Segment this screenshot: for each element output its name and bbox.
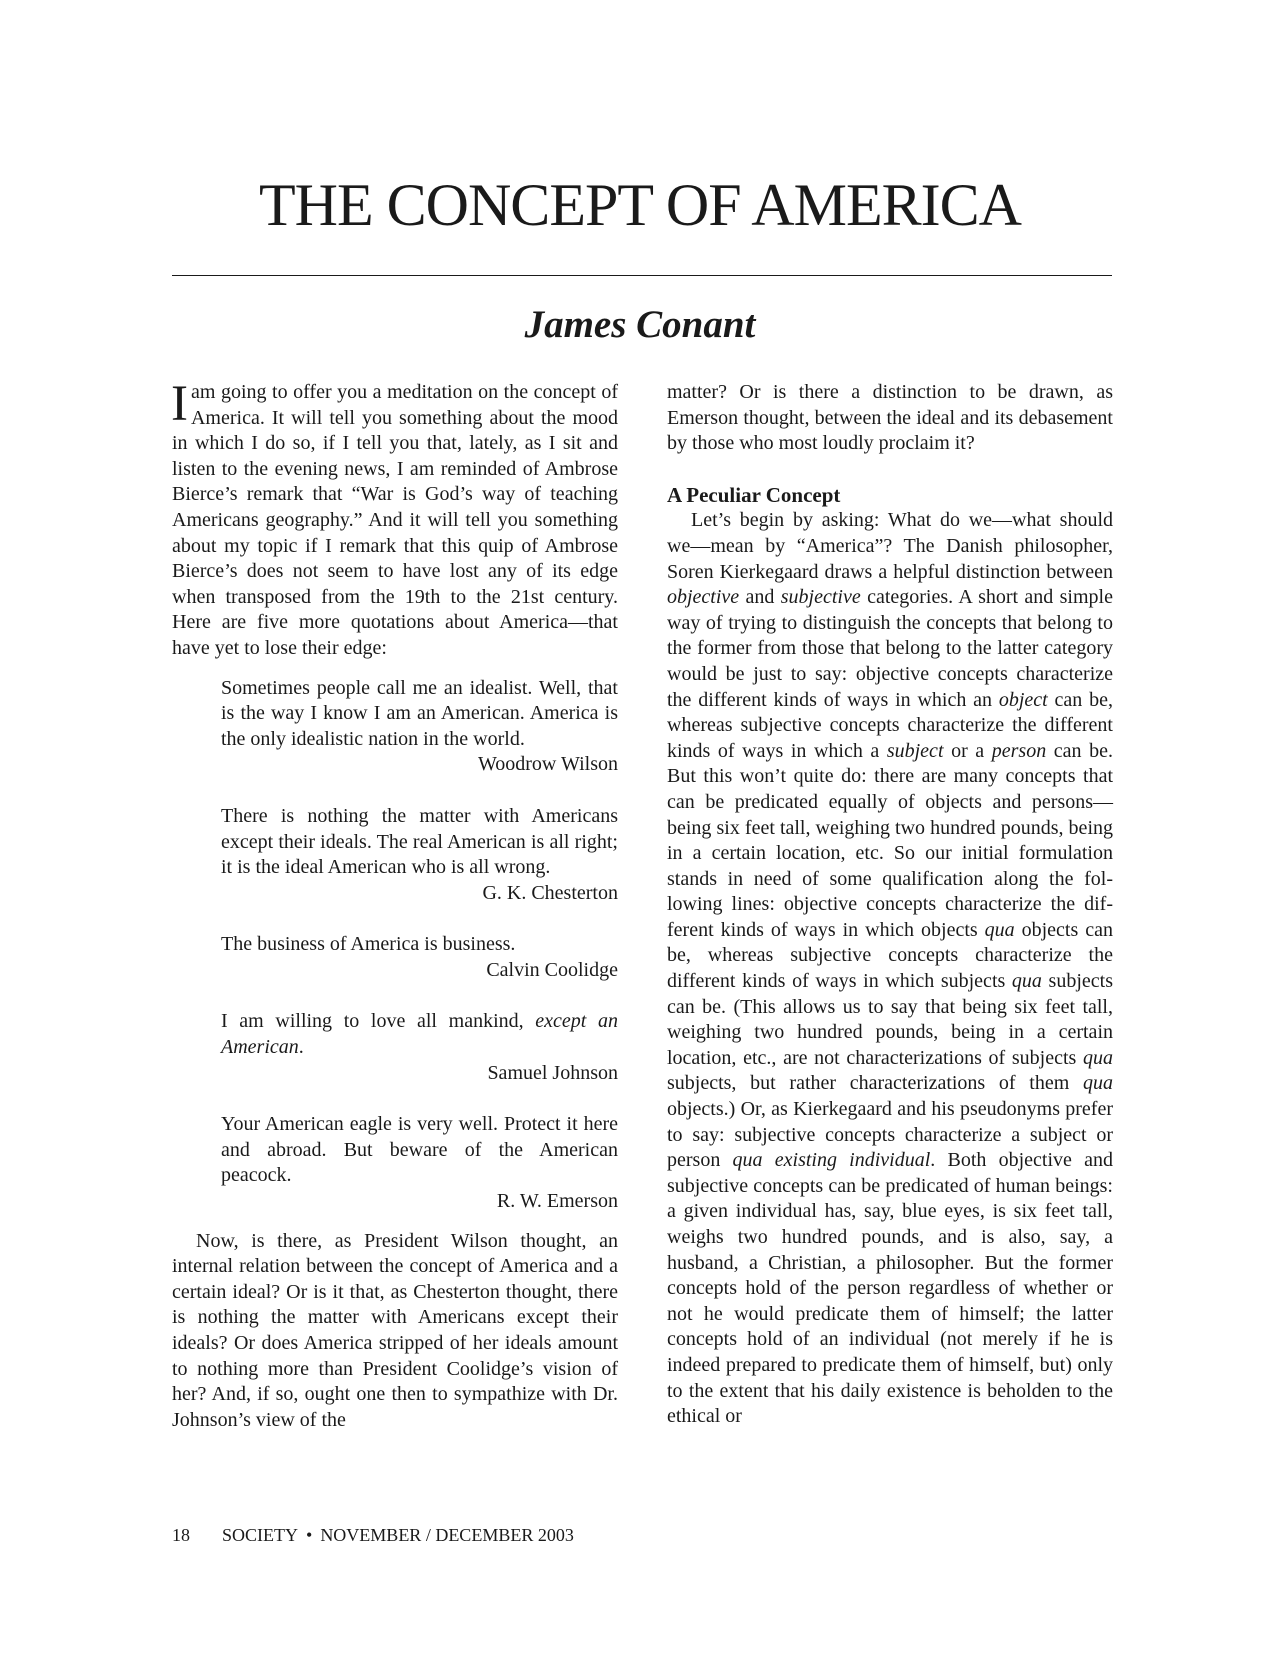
emphasis: qua — [1083, 1046, 1113, 1069]
text-run: subjects can be. (This allows us to say that being six feet tall, weighing two hundred pounds, being in a certain location, etc., are not characterizations of subjects — [667, 970, 1113, 1069]
text-run: . Both objective and subjective concepts can be predicated of human beings: a given individual has, say, blue eyes, is six feet tall, weighs two hundred pounds, and is also, say, a husband, a Christian, a philosopher. But the former concepts hold of the person regardless of whether or not he would predicate them of himself; the latter concepts hold of an individual (not merely if he is indeed prepared to predicate them of himself, but) only to the extent that his daily existence is beholden to the ethical or — [667, 1149, 1114, 1428]
quote-chesterton — [221, 804, 618, 906]
text-run: subjects, but rather characterizations of them — [667, 1072, 1083, 1095]
article-title: THE CONCEPT OF AMERICA — [259, 172, 1021, 238]
emphasis: qua — [1083, 1072, 1113, 1095]
page-number: 18 — [172, 1525, 190, 1545]
emphasis: object — [998, 688, 1048, 711]
page-footer — [172, 1524, 574, 1546]
quote-text-italic: except an American — [221, 1010, 618, 1059]
left-column — [171, 376, 618, 1433]
quote-coolidge — [221, 932, 618, 983]
emphasis: subjective — [780, 586, 861, 609]
quote-attribution: R. W. Emerson — [496, 1190, 618, 1213]
issue-date: NOVEMBER / DECEMBER 2003 — [320, 1525, 574, 1545]
quote-text: The business of America is business. — [221, 933, 516, 956]
quote-text: Your American eagle is very well. Protect it here and abroad. But beware of the American peacock. — [221, 1113, 618, 1187]
drop-cap: I — [171, 376, 188, 432]
emphasis: qua existing individual — [732, 1149, 931, 1172]
text-run: can be, whereas subjective concepts characterize the different kinds of ways in which a — [667, 688, 1113, 762]
text-run: objects can be, whereas subjective concepts characterize the different kinds of ways in which subjects — [667, 918, 1113, 993]
quote-emerson — [221, 1112, 618, 1214]
intro-paragraph — [171, 376, 618, 662]
article-author: James Conant — [524, 303, 756, 346]
quote-attribution: Calvin Coolidge — [486, 958, 618, 981]
bullet-separator: • — [306, 1525, 313, 1545]
body-paragraph — [667, 508, 1113, 1429]
emphasis: objective — [667, 586, 740, 609]
quote-wilson — [221, 676, 618, 778]
text-run: or a — [943, 739, 992, 762]
right-column — [667, 380, 1113, 1430]
text-run: categories. A short and simple way of trying to distinguish the concepts that belong to the former from those that belong to the latter category would be just to say: objective concepts characterize the different kinds of ways in which an — [667, 586, 1113, 711]
continuation-paragraph: matter? Or is there a distinction to be drawn, as Emerson thought, between the ideal and its debasement by those who most loudly proclaim it? — [667, 381, 1113, 455]
title-rule — [172, 275, 1112, 276]
quote-attribution: Samuel Johnson — [487, 1061, 618, 1084]
text-run: Let’s begin by asking: What do we—what should we—mean by “America”? The Danish philosopher, Soren Kierkegaard draws a helpful distinction between — [667, 509, 1113, 583]
journal-name: SOCIETY — [222, 1525, 298, 1545]
quote-attribution: G. K. Chesterton — [482, 881, 618, 904]
quote-text-plain: I am willing to love all mankind, — [221, 1010, 536, 1033]
emphasis: subject — [886, 739, 944, 762]
text-run: can be. But this won’t quite do: there are many concepts that can be predicated equally of objects and persons—being six feet tall, weighing two hundred pounds, being in a certain location, etc. So our initial formulation stands in need of some qualification along the following lines: objective concepts characterize the different kinds of ways in which objects — [667, 739, 1113, 941]
text-run: and — [739, 586, 781, 609]
emphasis: qua — [984, 918, 1015, 941]
intro-text: am going to offer you a meditation on the concept of America. It will tell you something about the mood in which I do so, if I tell you that, lately, as I sit and listen to the evening news, I am reminded of Ambrose Bierce’s remark that “War is God’s way of teaching Americans geography.” And it will tell you something about my topic if I remark that this quip of Ambrose Bierce’s does not seem to have lost any of its edge when transposed from the 19th to the 21st century. Here are five more quotations about America—that have yet to lose their edge: — [172, 381, 618, 659]
closing-paragraph: Now, is there, as President Wilson thought, an internal relation between the concept of America and a certain ideal? Or is it that, as Chesterton thought, there is nothing the matter with Americans except their ideals? Or does America stripped of her ideals amount to nothing more than President Coolidge’s vision of her? And, if so, ought one then to sympathize with Dr. Johnson’s view of the — [172, 1229, 618, 1431]
quote-text: Sometimes people call me an idealist. Well, that is the way I know I am an American. America is the only idealistic nation in the world. — [221, 676, 618, 750]
quote-attribution: Woodrow Wilson — [478, 753, 618, 776]
quote-text — [221, 1009, 618, 1060]
text-run: objects.) Or, as Kierkegaard and his pseudonyms prefer to say: subjective concepts characterize a subject or person — [667, 1098, 1113, 1172]
quote-text-end: . — [298, 1036, 304, 1059]
quote-johnson — [221, 1009, 618, 1086]
section-heading: A Peculiar Concept — [667, 482, 841, 507]
emphasis: qua — [1011, 970, 1042, 993]
emphasis: person — [991, 739, 1047, 762]
quote-text: There is nothing the matter with Americans except their ideals. The real American is all right; it is the ideal American who is all wrong. — [221, 804, 618, 879]
